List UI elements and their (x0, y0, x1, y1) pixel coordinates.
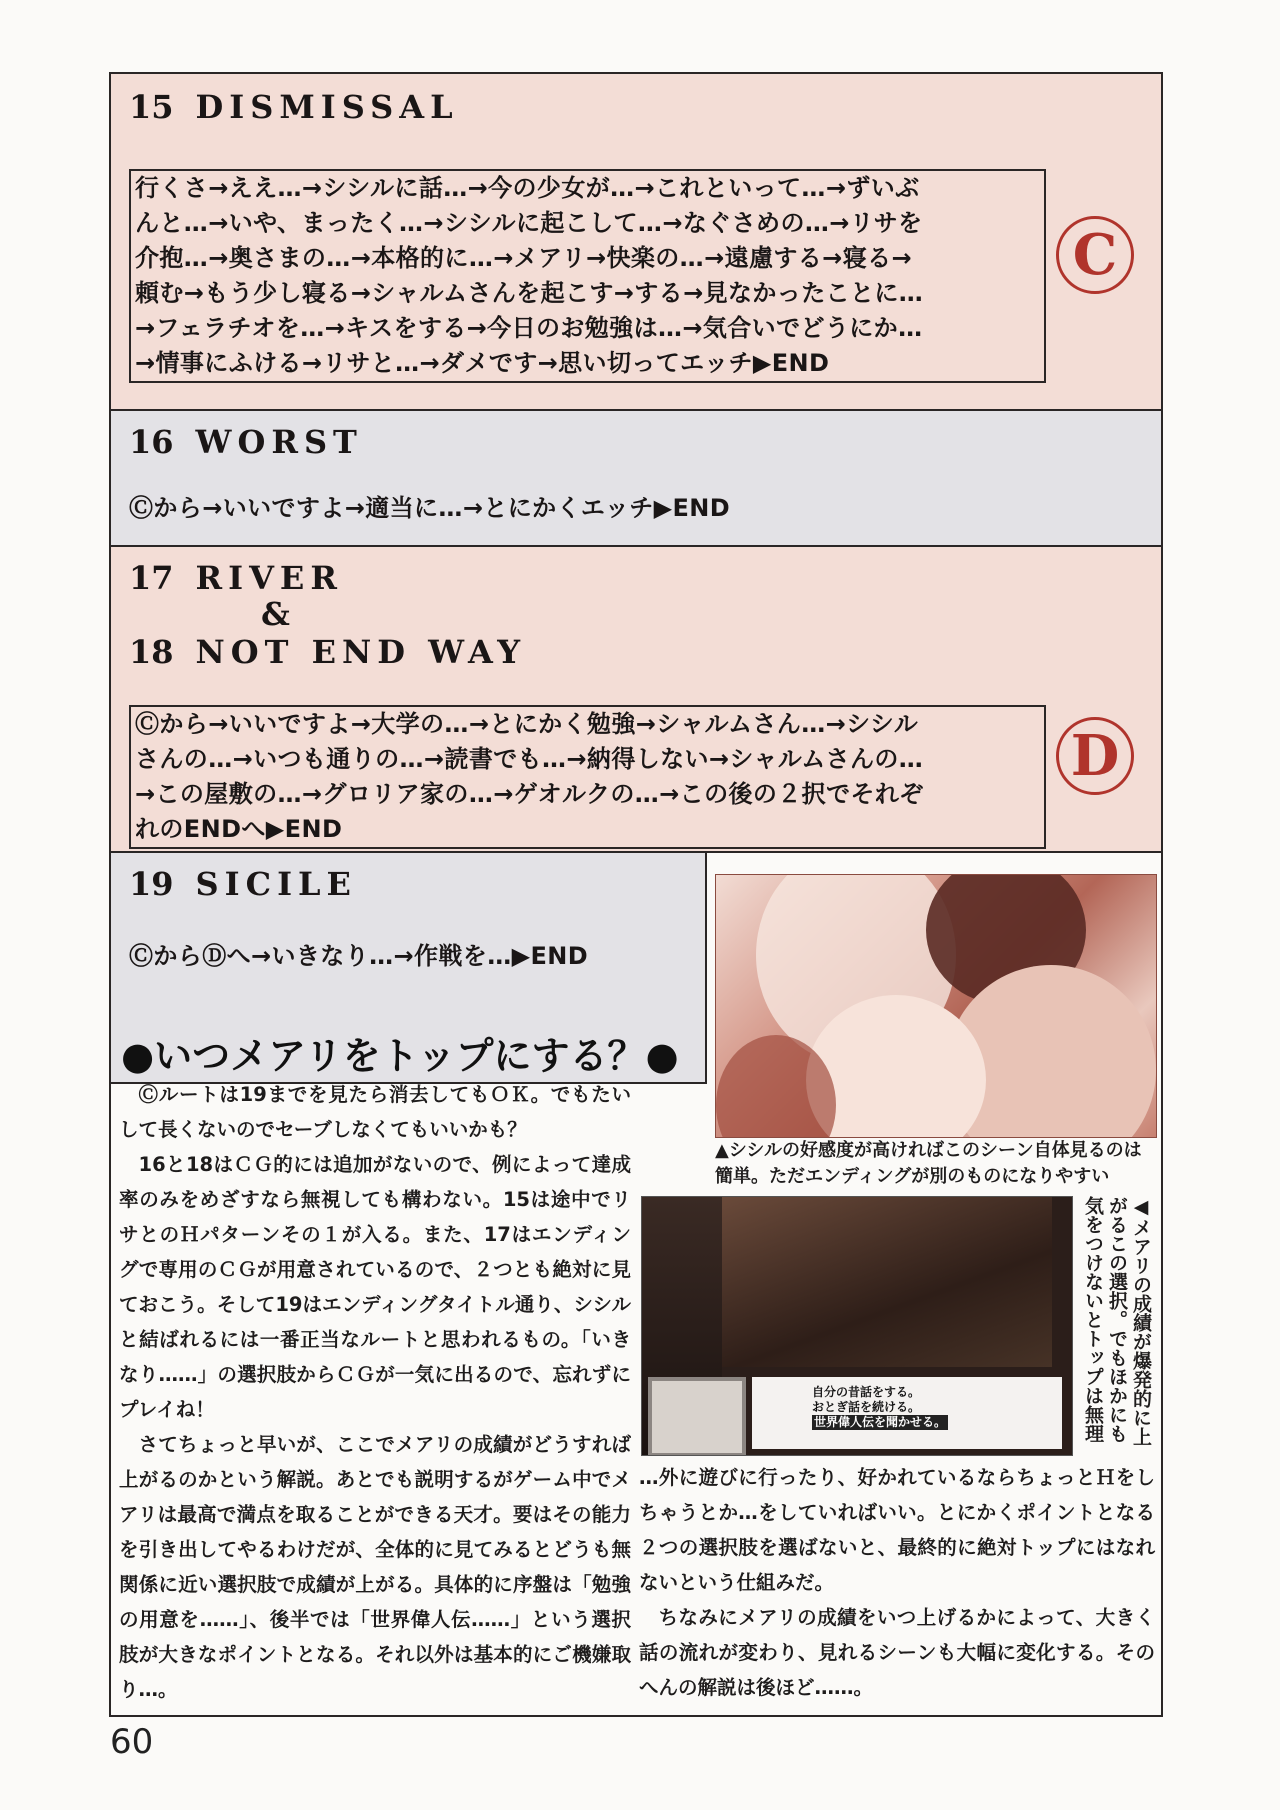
route-badge-d: D (1056, 717, 1134, 795)
article-paragraph: Ⓒルートは19までを見たら消去してもＯＫ。でもたいして長くないのでセーブしなくてもいいかも？ (119, 1083, 631, 1141)
section-name: NOT END WAY (195, 633, 527, 671)
route-line: →情事にふける→リサと…→ダメです→思い切ってエッチ▶END (135, 349, 830, 377)
illustration-image (715, 874, 1157, 1138)
page-frame (109, 72, 1163, 1717)
section-number: 17 (129, 559, 174, 597)
section-name: DISMISSAL (195, 88, 459, 126)
route-line: さんの…→いつも通りの…→読書でも…→納得しない→シャルムさんの… (135, 745, 924, 773)
section-title (129, 423, 363, 461)
route-line: 介抱…→奥さまの…→本格的に…→メアリ→快楽の…→遠慮する→寝る→ (135, 244, 913, 272)
section-name: WORST (195, 423, 363, 461)
section-number: 19 (129, 865, 174, 903)
page-number: 60 (110, 1722, 154, 1762)
section-title (129, 865, 357, 903)
photo-caption-text: ▲シシルの好感度が高ければこのシーン自体見るのは簡単。ただエンディングが別のものになりやすい (715, 1140, 1142, 1187)
section-title-a (129, 559, 343, 597)
route-badge-c: C (1056, 216, 1134, 294)
route-box (129, 169, 1046, 383)
article-paragraph: さてちょっと早いが、ここでメアリの成績がどうすれば上がるのかという解説。あとでも説明するがゲーム中でメアリは最高で満点を取ることができる天才。要はその能力を引き出してやるわけだが、全体的に見てみるとどうも無関係に近い選択肢で成績が上がる。具体的に序盤は「勉強の用意を……」、後半では「世界偉人伝……」という選択肢が大きなポイントとなる。それ以外は基本的にご機嫌取り…。 (119, 1433, 631, 1701)
section-name: SICILE (195, 865, 357, 903)
section-number: 18 (129, 633, 174, 671)
choice-menu (752, 1377, 1062, 1449)
route-line: 頼む→もう少し寝る→シャルムさんを起こす→する→見なかったことに… (135, 279, 924, 307)
choice-item-selected: 世界偉人伝を聞かせる。 (814, 1415, 947, 1429)
section-17-18 (111, 547, 1161, 853)
section-16 (111, 411, 1161, 547)
article-paragraph: …外に遊びに行ったり、好かれているならちょっとＨをしちゃうとか…をしていればいい。とにかくポイントとなる２つの選択肢を選ばないと、最終的に絶対トップにはなれないという仕組みだ。 (639, 1466, 1155, 1594)
article-body-left (119, 1077, 631, 1707)
route-text: Ⓒから→いいですよ→適当に…→とにかくエッチ▶END (129, 494, 731, 522)
game-screenshot (641, 1196, 1073, 1456)
route-line: →この屋敷の…→グロリア家の…→ゲオルクの…→この後の２択でそれぞ (135, 780, 924, 808)
choice-item: おとぎ話を続ける。 (812, 1400, 921, 1414)
route-line: んと…→いや、まったく…→シシルに起こして…→なぐさめの…→リサを (135, 209, 923, 237)
section-15 (111, 74, 1161, 411)
screenshot-caption: ◀メアリの成績が爆発的に上がるこの選択。でもほかにも気をつけないとトップは無理 (1082, 1196, 1152, 1446)
section-title-b (129, 633, 526, 671)
ampersand: & (261, 595, 296, 633)
route-line: Ⓒから→いいですよ→大学の…→とにかく勉強→シャルムさん…→シシル (135, 710, 919, 738)
route-line: れのENDへ▶END (135, 815, 343, 843)
section-number: 15 (129, 88, 174, 126)
route-line: →フェラチオを…→キスをする→今日のお勉強は…→気合いでどうにか… (135, 314, 923, 342)
choice-item: 自分の昔話をする。 (812, 1385, 921, 1399)
route-line: 行くさ→ええ…→シシルに話…→今の少女が…→これといって…→ずいぶ (135, 174, 920, 202)
article-body-right (639, 1460, 1155, 1705)
article-paragraph: 16と18はＣＧ的には追加がないので、例によって達成率のみをめざすなら無視しても構わない。15は途中でリサとのＨパターンその１が入る。また、17はエンディングで専用のＣＧが用意されているので、２つとも絶対に見ておこう。そして19はエンディングタイトル通り、シシルと結ばれるには一番正当なルートと思われるもの。「いきなり……」の選択肢からＣＧが一気に出るので、忘れずにプレイね！ (119, 1153, 631, 1421)
route-box (129, 705, 1046, 849)
route-text: ⒸからⒹへ→いきなり…→作戦を…▶END (129, 942, 589, 970)
section-title (129, 88, 459, 126)
photo-caption (715, 1138, 1155, 1190)
section-number: 16 (129, 423, 174, 461)
section-name: RIVER (195, 559, 343, 597)
article-paragraph: ちなみにメアリの成績をいつ上げるかによって、大きく話の流れが変わり、見れるシーンも大幅に変化する。そのへんの解説は後ほど……。 (639, 1606, 1155, 1699)
article-title: ●いつメアリをトップにする？● (121, 1034, 679, 1078)
